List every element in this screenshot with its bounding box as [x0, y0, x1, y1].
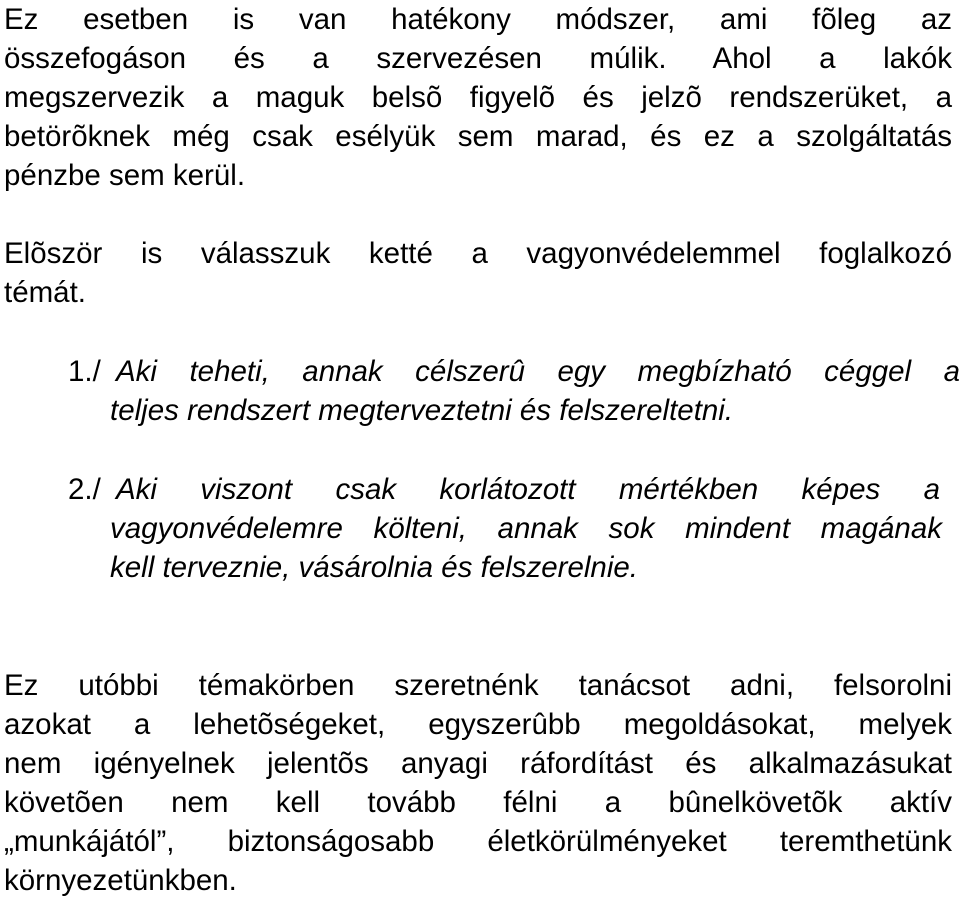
text-line: pénzbe sem kerül. — [4, 159, 246, 192]
text-line: megszervezik a maguk belsõ figyelõ és jelzõ rendszerüket, a — [4, 81, 952, 114]
text-line: környezetünkben. — [4, 864, 237, 897]
text-line: Ez utóbbi témakörben szeretnénk tanácsot adni, felsorolni — [4, 669, 952, 702]
list-item-text: Aki teheti, annak célszerû egy megbízható céggel a — [116, 355, 960, 388]
text-line: azokat a lehetõségeket, egyszerûbb megoldásokat, melyek — [4, 708, 952, 741]
list-number: 1./ — [68, 355, 101, 388]
text-line: betörõknek még csak esélyük sem marad, és ez a szolgáltatás — [4, 120, 952, 153]
text-line: követõen nem kell tovább félni a bûnelkövetõk aktív — [4, 786, 952, 819]
text-line: „munkájától”, biztonságosabb életkörülményeket teremthetünk — [4, 825, 952, 858]
list-number: 2./ — [68, 473, 101, 506]
text-line: Ez esetben is van hatékony módszer, ami fõleg az — [4, 3, 952, 36]
text-line: Elõször is válasszuk ketté a vagyonvédelemmel foglalkozó — [4, 237, 952, 270]
list-item-text: teljes rendszert megterveztetni és felszereltetni. — [110, 394, 734, 427]
list-item-text: Aki viszont csak korlátozott mértékben képes a — [116, 473, 940, 506]
list-item-text: kell terveznie, vásárolnia és felszerelnie. — [110, 551, 638, 584]
text-line: nem igényelnek jelentõs anyagi ráfordítást és alkalmazásukat — [4, 747, 952, 780]
text-line: összefogáson és a szervezésen múlik. Ahol a lakók — [4, 42, 952, 75]
text-line: témát. — [4, 276, 86, 309]
list-item-text: vagyonvédelemre költeni, annak sok mindent magának — [110, 512, 942, 545]
